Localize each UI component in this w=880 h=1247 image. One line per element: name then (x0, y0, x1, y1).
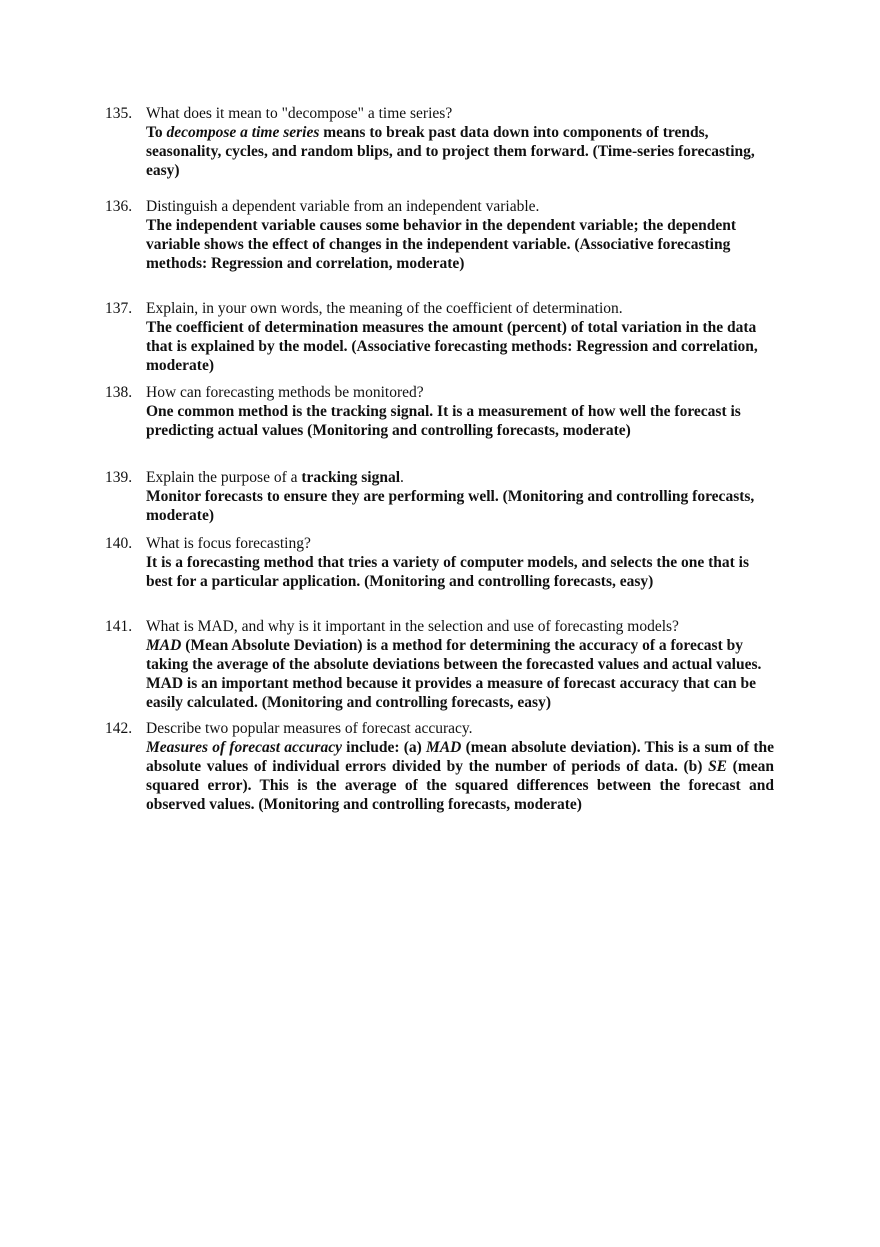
question-item (105, 719, 775, 814)
question-segment: Explain the purpose of a (146, 469, 302, 486)
question-body (146, 299, 774, 375)
answer-text (146, 738, 774, 814)
question-body (146, 719, 774, 814)
question-item (105, 383, 775, 440)
answer-segment: Monitor forecasts to ensure they are performing well. (Monitoring and controlling forecasts, moderate) (146, 488, 755, 524)
answer-segment: SE (708, 758, 728, 775)
answer-segment: MAD (146, 637, 182, 654)
answer-segment: (Mean Absolute Deviation) is a method for determining the accuracy of a forecast by taking the average of the absolute deviations between the forecasted values and actual values. MAD is an important method because it provides a measure of forecast accuracy that can be easily calculated. (Monitoring and controlling forecasts, easy) (146, 637, 762, 711)
question-body (146, 383, 774, 440)
question-number: 141. (105, 618, 133, 635)
answer-segment: include: (a) (341, 739, 427, 756)
question-text (146, 534, 774, 553)
question-item (105, 617, 775, 712)
answer-segment: Measures of forecast accuracy (146, 739, 342, 756)
question-text (146, 383, 774, 402)
question-text (146, 299, 774, 318)
answer-segment: (mean absolute deviation). This is a sum of the absolute values of individual errors divided by the number of periods of data. (b) (146, 739, 775, 775)
question-text (146, 617, 774, 636)
question-text (146, 468, 774, 487)
question-item (105, 299, 775, 375)
question-body (146, 617, 774, 712)
question-item (105, 468, 775, 525)
answer-text (146, 216, 774, 273)
question-text (146, 719, 774, 738)
question-item (105, 104, 775, 180)
answer-text (146, 318, 774, 375)
answer-segment: means to break past data down into components of trends, seasonality, cycles, and random blips, and to project them forward. (Time-series forecasting, easy) (146, 124, 755, 179)
answer-segment: decompose a time series (166, 124, 320, 141)
question-number: 139. (105, 469, 133, 486)
answer-segment: The coefficient of determination measures the amount (percent) of total variation in the data that is explained by the model. (Associative forecasting methods: Regression and correlation, moderate) (146, 319, 758, 374)
question-item (105, 534, 775, 591)
question-number: 142. (105, 720, 133, 737)
answer-text (146, 553, 774, 591)
answer-segment: (mean squared error). This is the average of the squared differences between the forecast and observed values. (Monitoring and controlling forecasts, moderate) (146, 758, 775, 813)
question-item (105, 197, 775, 273)
question-segment: Describe two popular measures of forecast accuracy. (146, 720, 473, 737)
answer-segment: The independent variable causes some behavior in the dependent variable; the dependent variable shows the effect of changes in the independent variable. (Associative forecasting methods: Regression and correlation, moderate) (146, 217, 737, 272)
question-body (146, 197, 774, 273)
answer-segment: One common method is the tracking signal. It is a measurement of how well the forecast is predicting actual values (Monitoring and controlling forecasts, moderate) (146, 403, 741, 439)
answer-text (146, 402, 774, 440)
question-segment: What does it mean to "decompose" a time series? (146, 105, 453, 122)
question-number: 136. (105, 198, 133, 215)
question-body (146, 534, 774, 591)
question-text (146, 104, 774, 123)
answer-segment: It is a forecasting method that tries a variety of computer models, and selects the one that is best for a particular application. (Monitoring and controlling forecasts, easy) (146, 554, 749, 590)
answer-text (146, 487, 774, 525)
question-segment: . (400, 469, 404, 486)
answer-segment: To (146, 124, 167, 141)
question-segment: What is focus forecasting? (146, 535, 311, 552)
question-segment: Distinguish a dependent variable from an independent variable. (146, 198, 540, 215)
answer-text (146, 123, 774, 180)
answer-text (146, 636, 774, 712)
question-number: 140. (105, 535, 133, 552)
question-segment: What is MAD, and why is it important in the selection and use of forecasting models? (146, 618, 679, 635)
question-segment: Explain, in your own words, the meaning of the coefficient of determination. (146, 300, 623, 317)
question-segment: tracking signal (301, 469, 400, 486)
question-text (146, 197, 774, 216)
answer-segment: MAD (426, 739, 462, 756)
question-body (146, 468, 774, 525)
question-number: 138. (105, 384, 133, 401)
question-segment: How can forecasting methods be monitored? (146, 384, 424, 401)
question-body (146, 104, 774, 180)
question-number: 137. (105, 300, 133, 317)
question-number: 135. (105, 105, 133, 122)
